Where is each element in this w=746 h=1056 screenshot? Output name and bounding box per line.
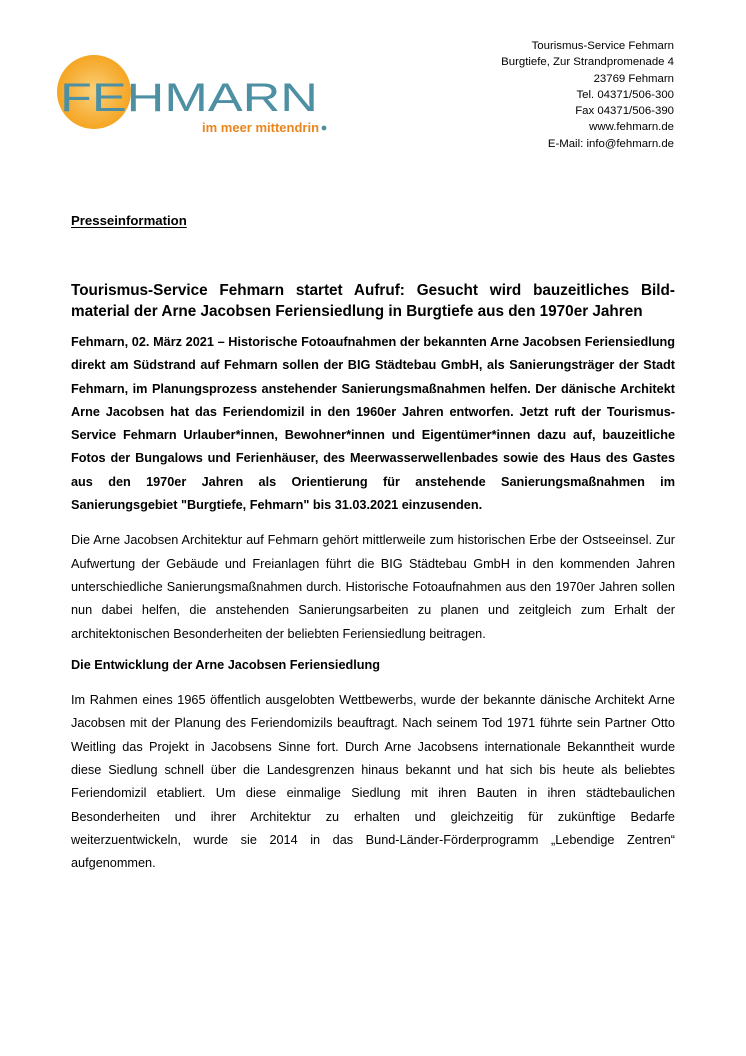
article-headline: Tourismus-Service Fehmarn startet Aufruf: Gesucht wird bauzeitliches Bildmaterial der Arne Jacobsen Feriensiedlung in Burgtiefe aus den 1970er Jahren: [71, 282, 675, 320]
contact-block: [501, 38, 674, 152]
body-paragraph-1: Die Arne Jacobsen Architektur auf Fehmarn gehört mittlerweile zum historischen Erbe der Ostseeinsel. Zur Aufwertung der Gebäude und Freianlagen führt die BIG Städtebau GmbH in den kommenden Jahren unterschiedliche Sanierungsmaßnahmen durch. Historische Fotoaufnahmen aus den 1970er Jahren sollen nun dabei helfen, die anstehenden Sanierungsarbeiten zu planen und zeitgleich zum Erhalt der architektonischen Besonderheiten der beliebten Feriensiedlung beitragen.: [71, 533, 675, 641]
contact-web: www.fehmarn.de: [589, 121, 674, 134]
lead-paragraph: Fehmarn, 02. März 2021 – Historische Fotoaufnahmen der bekannten Arne Jacobsen Feriensiedlung direkt am Südstrand auf Fehmarn sollen der BIG Städtebau GmbH, als Sanierungsträger der Stadt Fehmarn, im Planungsprozess anstehender Sanierungsmaßnahmen helfen. Der dänische Architekt Arne Jacobsen hat das Feriendomizil in den 1960er Jahren entworfen. Jetzt ruft der Tourismus-Service Fehmarn Urlauber*innen, Bewohner*innen und Eigentümer*innen dazu auf, bauzeitliche Fotos der Bungalows und Ferienhäuser, des Meerwasserwellenbades sowie des Haus des Gastes aus den 1970er Jahren als Orientierung für anstehende Sanierungsmaßnahmen im Sanierungsgebiet "Burgtiefe, Fehmarn" bis 31.03.2021 einzusenden.: [71, 335, 675, 513]
fehmarn-logo: [56, 54, 336, 144]
body-paragraph-2: Im Rahmen eines 1965 öffentlich ausgelobten Wettbewerbs, wurde der bekannte dänische Architekt Arne Jacobsen mit der Planung des Feriendomizils beauftragt. Nach seinem Tod 1971 führte sein Partner Otto Weitling das Projekt in Jacobsens Sinne fort. Durch Arne Jacobsens internationale Bekanntheit wurde diese Siedlung schnell über die Landesgrenzen hinaus bekannt und hat sich bis heute als beliebtes Feriendomizil etabliert. Um diese einmalige Siedlung mit ihren Bauten in ihren städtebaulichen Besonderheiten und ihrer Architektur zu erhalten und gleichzeitig für zukünftige Bedarfe weiterzuentwickeln, wurde sie 2014 in das Bund-Länder-Förderprogramm „Lebendige Zentren“ aufgenommen.: [71, 693, 675, 871]
contact-street: Burgtiefe, Zur Strandpromenade 4: [501, 56, 674, 69]
logo-tagline: im meer mittendrin: [202, 120, 320, 135]
section-subheading: Die Entwicklung der Arne Jacobsen Feriensiedlung: [71, 657, 381, 672]
logo-dot: [322, 126, 327, 131]
document-label: Presseinformation: [71, 213, 187, 228]
contact-fax: Fax 04371/506-390: [575, 105, 674, 118]
logo-graphic: [56, 54, 336, 144]
contact-city: 23769 Fehmarn: [593, 72, 674, 85]
contact-phone: Tel. 04371/506-300: [576, 88, 674, 101]
article-body: [71, 280, 675, 876]
logo-wordmark: FEHMARN: [60, 76, 318, 120]
contact-org: Tourismus-Service Fehmarn: [531, 40, 674, 52]
contact-email: E-Mail: info@fehmarn.de: [547, 137, 674, 150]
